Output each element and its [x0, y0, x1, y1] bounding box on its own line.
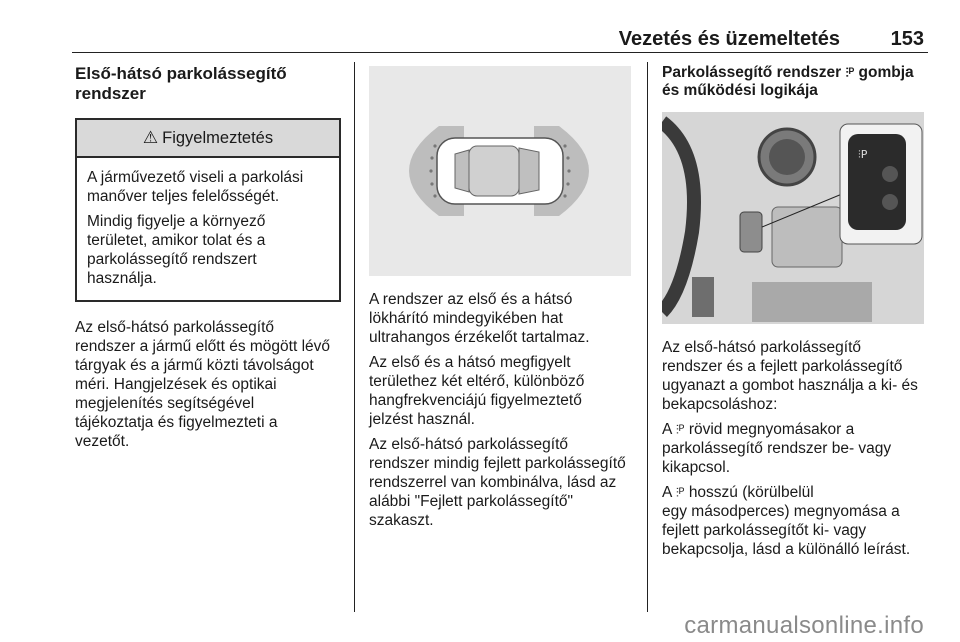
text-line: vezetőt. — [75, 433, 130, 450]
heading-line: Első-hátsó parkolássegítő — [75, 64, 287, 83]
text-line: tárgyak és a jármű közti távolságot — [75, 357, 314, 374]
section-heading — [662, 64, 928, 100]
text-line: egy másodperces) megnyomása a — [662, 503, 900, 520]
text-line: hangfrekvenciájú figyelmeztető — [369, 392, 582, 409]
warning-box — [75, 118, 341, 302]
text-line: jelzést használ. — [369, 411, 475, 428]
air-vent-inner — [769, 139, 805, 175]
text-line: bekapcsoláshoz: — [662, 396, 778, 413]
heading-text: gombja — [858, 64, 914, 81]
center-console — [772, 207, 842, 267]
text-line: Mindig figyelje a környező — [87, 213, 266, 230]
text-fragment: rövid megnyomásakor a — [688, 421, 855, 438]
section-heading — [75, 64, 341, 104]
column-divider-right — [647, 62, 648, 612]
text-line: Az első-hátsó parkolássegítő — [662, 339, 862, 356]
parking-sensor-icon: ⫶ᴾ — [675, 485, 685, 500]
text-line: Az első és a hátsó megfigyelt — [369, 354, 571, 371]
car-top-view-illustration — [369, 66, 631, 276]
text-line: bekapcsolja, lásd a különálló leírást. — [662, 541, 911, 558]
column-3 — [662, 64, 928, 565]
text-line: A járművezető viseli a parkolási — [87, 169, 304, 186]
body-paragraph — [662, 483, 928, 559]
lower-console — [752, 282, 872, 322]
car-roof — [469, 146, 519, 196]
column-1 — [75, 64, 341, 457]
column-2 — [369, 64, 634, 536]
text-line: ultrahangos érzékelőt tartalmaz. — [369, 329, 590, 346]
text-line: rendszer mindig fejlett parkolássegítő — [369, 455, 626, 472]
text-line: Az első-hátsó parkolássegítő — [369, 436, 569, 453]
text-line: ugyanazt a gombot használja a ki- és — [662, 377, 918, 394]
text-fragment: hosszú (körülbelül — [688, 484, 814, 501]
text-line: Az első-hátsó parkolássegítő — [75, 319, 275, 336]
body-paragraph — [662, 338, 928, 414]
parking-sensor-icon: ⫶ᴾ — [675, 422, 685, 437]
text-line: területhez két eltérő, különböző — [369, 373, 585, 390]
warning-paragraph — [87, 212, 329, 288]
heading-text: és működési logikája — [662, 82, 818, 99]
body-paragraph — [369, 435, 634, 530]
watermark: carmanualsonline.info — [684, 612, 924, 639]
page-number: 153 — [890, 28, 924, 50]
dashboard-button-photo — [662, 112, 924, 324]
warning-paragraph — [87, 168, 329, 206]
text-fragment: A — [662, 421, 672, 438]
text-line: rendszerrel van kombinálva, lásd az — [369, 474, 617, 491]
button-panel — [740, 212, 762, 252]
text-line: alábbi "Fejlett parkolássegítő" — [369, 493, 574, 510]
text-line: parkolássegítő rendszer be- vagy — [662, 440, 892, 457]
parking-sensor-icon: ⫶ᴾ — [845, 65, 855, 80]
text-line: lökhárító mindegyikében hat — [369, 310, 563, 327]
column-divider-left — [354, 62, 355, 612]
rear-window — [455, 150, 469, 192]
park-button-glyph: ⫶P — [858, 148, 868, 161]
parking-sensor-diagram — [369, 66, 631, 276]
body-paragraph — [662, 420, 928, 477]
text-line: területet, amikor tolat és a — [87, 232, 266, 249]
text-line: tájékoztatja és figyelmezteti a — [75, 414, 278, 431]
body-paragraph — [369, 290, 634, 347]
text-line: használja. — [87, 270, 157, 287]
text-line: A rendszer az első és a hátsó — [369, 291, 573, 308]
heading-line: rendszer — [75, 84, 146, 103]
button-cluster — [848, 134, 906, 230]
text-line: megjelenítés segítségével — [75, 395, 255, 412]
header-rule — [72, 52, 928, 53]
text-line: szakaszt. — [369, 512, 434, 529]
body-paragraph — [369, 353, 634, 429]
text-line: méri. Hangjelzések és optikai — [75, 376, 277, 393]
cluster-button — [882, 194, 898, 210]
dashboard-illustration — [662, 112, 924, 324]
body-paragraph — [75, 318, 341, 451]
text-line: rendszer a jármű előtt és mögött lévő — [75, 338, 331, 355]
text-fragment: A — [662, 484, 672, 501]
windshield — [519, 148, 539, 194]
page-header — [72, 28, 928, 54]
warning-body — [77, 158, 339, 300]
warning-header — [77, 120, 339, 158]
header-title: Vezetés és üzemeltetés — [618, 28, 840, 50]
cluster-button — [882, 166, 898, 182]
text-line: manőver teljes felelősségét. — [87, 188, 280, 205]
text-line: parkolássegítő rendszert — [87, 251, 257, 268]
text-line: fejlett parkolássegítőt ki- vagy — [662, 522, 867, 539]
text-line: rendszer és a fejlett parkolássegítő — [662, 358, 903, 375]
warning-title: Figyelmeztetés — [162, 128, 274, 147]
warning-triangle-icon: ⚠ — [142, 128, 159, 147]
text-line: kikapcsol. — [662, 459, 731, 476]
heading-text: Parkolássegítő rendszer — [662, 64, 842, 81]
pedal — [692, 277, 714, 317]
